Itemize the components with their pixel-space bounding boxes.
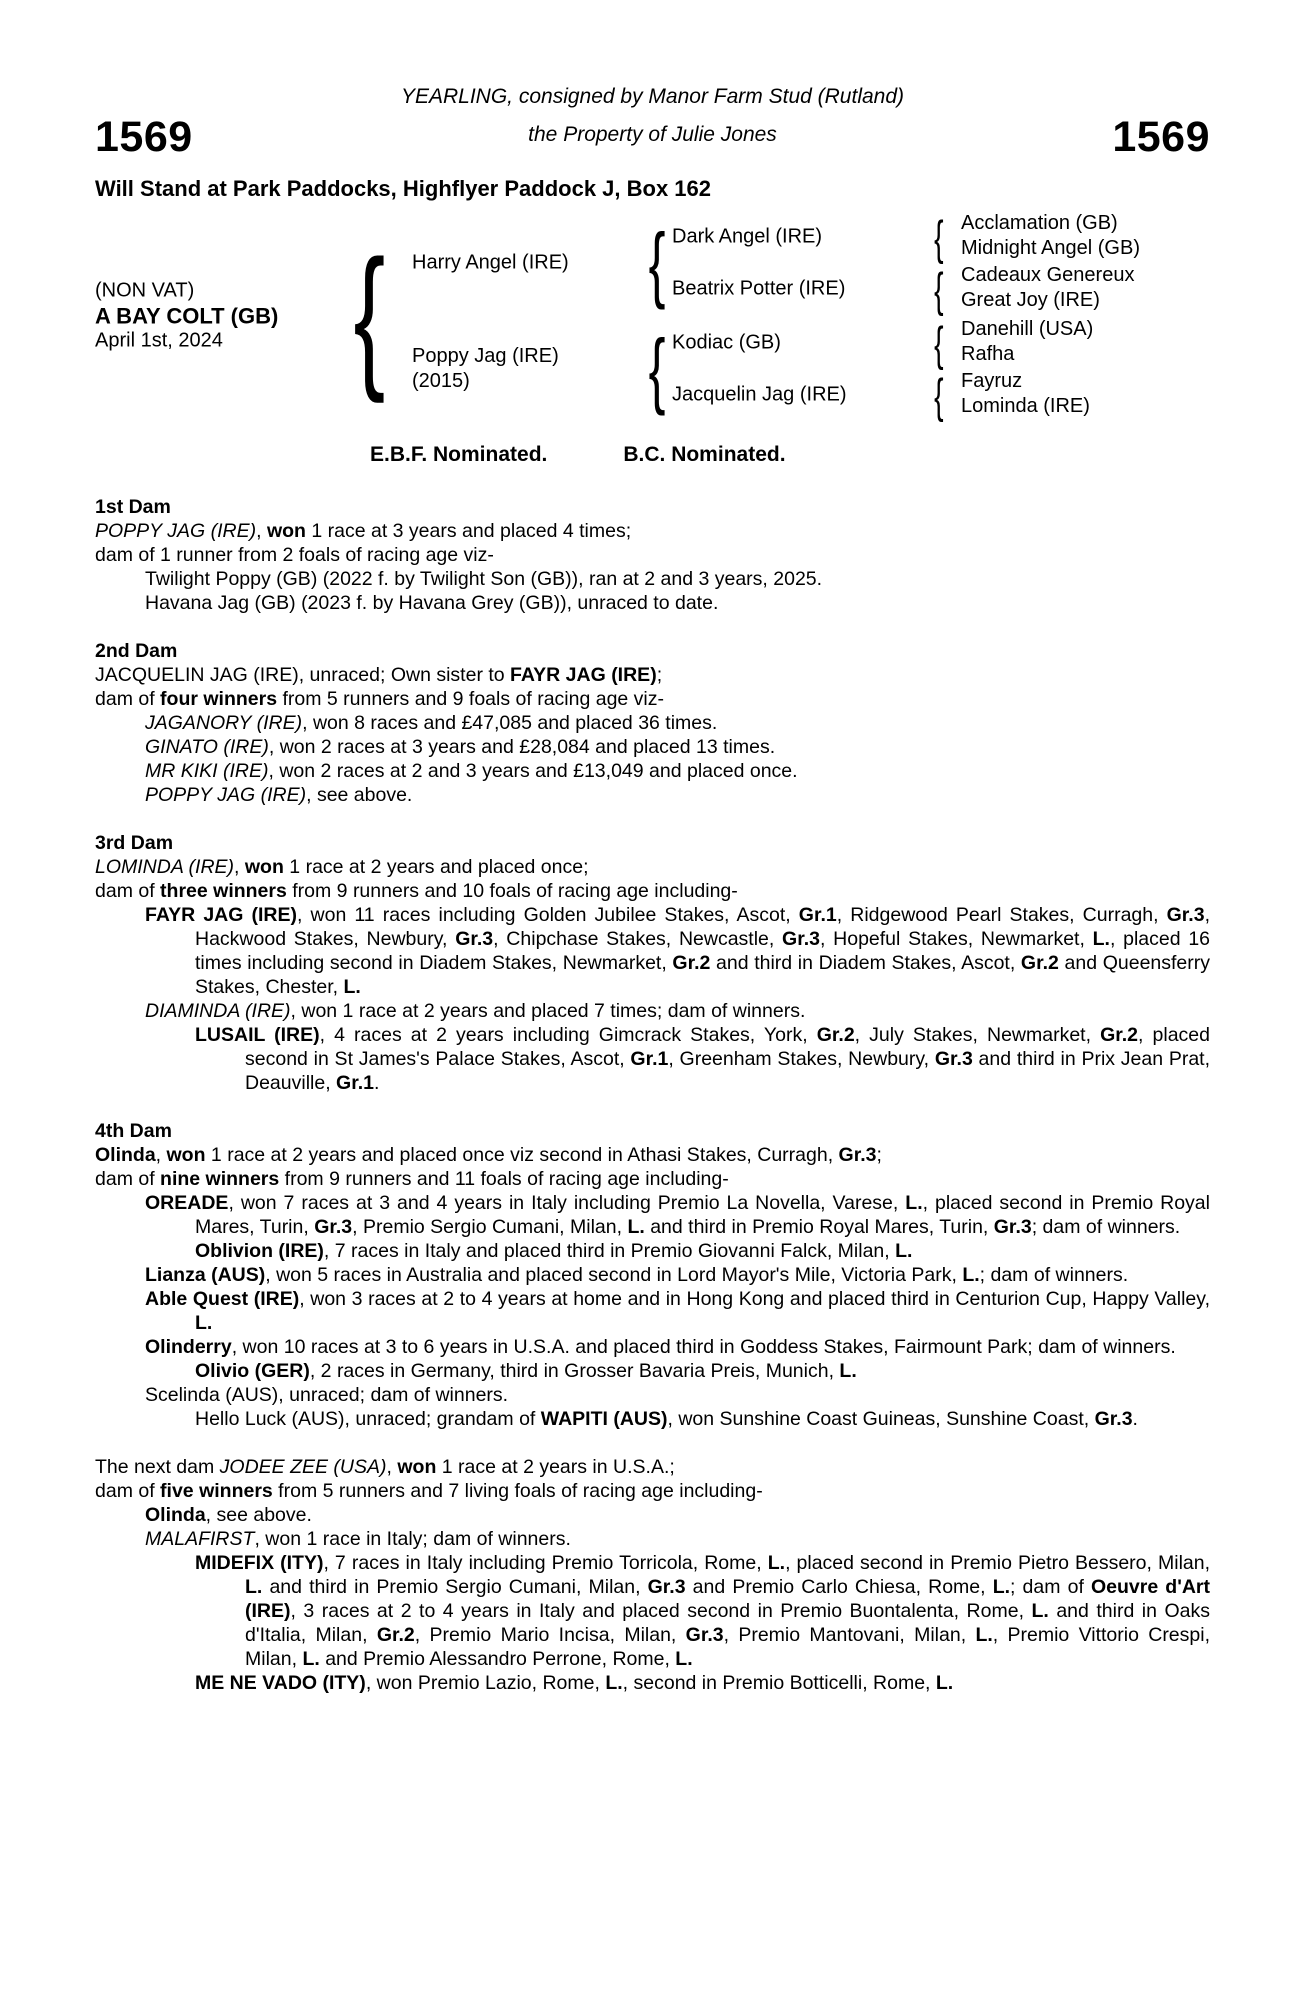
- foaling-date: April 1st, 2024: [95, 329, 223, 352]
- gen4-pair-3: [961, 317, 1093, 367]
- pedigree-brace-sire-parents: {: [648, 216, 666, 310]
- catalog-paragraph: JAGANORY (IRE), won 8 races and £47,085 and placed 36 times.: [145, 712, 718, 734]
- catalog-sections: [95, 495, 1210, 1695]
- subject-name: A BAY COLT (GB): [95, 303, 279, 329]
- catalog-paragraph: POPPY JAG (IRE), see above.: [145, 784, 413, 806]
- catalog-paragraph: Scelinda (AUS), unraced; dam of winners.: [145, 1384, 509, 1406]
- dam-year: (2015): [412, 370, 470, 392]
- consignment-line: YEARLING, consigned by Manor Farm Stud (Rutland): [400, 85, 905, 108]
- gen4-name: Midnight Angel (GB): [961, 237, 1140, 259]
- catalog-paragraph: Able Quest (IRE), won 3 races at 2 to 4 years at home and in Hong Kong and placed third in Centurion Cup, Happy Valley, L.: [145, 1288, 1210, 1334]
- catalog-paragraph: Olinda, won 1 race at 2 years and placed once viz second in Athasi Stakes, Curragh, Gr.3;: [95, 1144, 882, 1166]
- catalog-paragraph: JACQUELIN JAG (IRE), unraced; Own sister to FAYR JAG (IRE);: [95, 664, 663, 686]
- catalog-paragraph: OREADE, won 7 races at 3 and 4 years in Italy including Premio La Novella, Varese, L., placed second in Premio Royal Mares, Turin, Gr.3, Premio Sergio Cumani, Milan, L. and third in Premio Royal Mares, Turin, Gr.3; dam of winners.: [145, 1192, 1210, 1238]
- gen3-dam-dam: Jacquelin Jag (IRE): [672, 383, 847, 406]
- pedigree-brace-gen4-2: {: [934, 262, 944, 316]
- catalog-paragraph: dam of three winners from 9 runners and 10 foals of racing age including-: [95, 880, 738, 902]
- pedigree-brace-dam-parents: {: [648, 322, 666, 416]
- catalog-paragraph: Lianza (AUS), won 5 races in Australia and placed second in Lord Mayor's Mile, Victoria Park, L.; dam of winners.: [145, 1264, 1129, 1286]
- pedigree-tree: [95, 210, 1210, 422]
- gen4-pair-2: [961, 263, 1134, 313]
- catalog-section: [95, 831, 1210, 1095]
- catalog-paragraph: LOMINDA (IRE), won 1 race at 2 years and placed once;: [95, 856, 589, 878]
- pedigree-brace-gen2: {: [353, 228, 385, 404]
- gen4-name: Lominda (IRE): [961, 395, 1090, 417]
- section-heading: 1st Dam: [95, 496, 171, 518]
- vat-status: (NON VAT): [95, 279, 195, 302]
- catalog-section: [95, 1119, 1210, 1431]
- stand-location-line: Will Stand at Park Paddocks, Highflyer Paddock J, Box 162: [95, 176, 711, 201]
- catalog-paragraph: Olinderry, won 10 races at 3 to 6 years in U.S.A. and placed third in Goddess Stakes, Fairmount Park; dam of winners.: [145, 1336, 1176, 1358]
- section-heading: 2nd Dam: [95, 640, 178, 662]
- subject-block: [95, 279, 278, 354]
- catalog-paragraph: Olinda, see above.: [145, 1504, 312, 1526]
- lot-number-right: 1569: [1112, 113, 1210, 161]
- catalog-paragraph: ME NE VADO (ITY), won Premio Lazio, Rome, L., second in Premio Botticelli, Rome, L.: [195, 1672, 954, 1694]
- catalog-paragraph: GINATO (IRE), won 2 races at 3 years and £28,084 and placed 13 times.: [145, 736, 776, 758]
- catalog-paragraph: POPPY JAG (IRE), won 1 race at 3 years and placed 4 times;: [95, 520, 632, 542]
- gen4-name: Danehill (USA): [961, 318, 1094, 340]
- catalog-section: [95, 495, 1210, 615]
- gen3-sire-sire: Dark Angel (IRE): [672, 225, 823, 248]
- property-line: the Property of Julie Jones: [528, 123, 777, 146]
- catalog-paragraph: Oblivion (IRE), 7 races in Italy and placed third in Premio Giovanni Falck, Milan, L.: [195, 1240, 913, 1262]
- dam-name: Poppy Jag (IRE): [412, 345, 559, 367]
- catalog-paragraph: Olivio (GER), 2 races in Germany, third in Grosser Bavaria Preis, Munich, L.: [195, 1360, 857, 1382]
- gen3-sire-dam: Beatrix Potter (IRE): [672, 277, 846, 300]
- catalog-paragraph: LUSAIL (IRE), 4 races at 2 years including Gimcrack Stakes, York, Gr.2, July Stakes, Newmarket, Gr.2, placed second in St James's Palace Stakes, Ascot, Gr.1, Greenham Stakes, Newbury, Gr.3 and third in Prix Jean Prat, Deauville, Gr.1.: [195, 1024, 1211, 1094]
- pedigree-brace-gen4-3: {: [934, 316, 944, 370]
- gen4-name: Fayruz: [961, 370, 1023, 392]
- catalog-paragraph: Twilight Poppy (GB) (2022 f. by Twilight Son (GB)), ran at 2 and 3 years, 2025.: [145, 568, 823, 590]
- section-heading: 3rd Dam: [95, 832, 174, 854]
- catalog-paragraph: dam of five winners from 5 runners and 7 living foals of racing age including-: [95, 1480, 763, 1502]
- pedigree-brace-gen4-4: {: [934, 368, 944, 422]
- lot-row: [95, 113, 1210, 161]
- lot-number-left: 1569: [95, 113, 193, 161]
- dam-block: [412, 344, 559, 394]
- pedigree-brace-gen4-1: {: [934, 210, 944, 264]
- catalog-paragraph: The next dam JODEE ZEE (USA), won 1 race at 2 years in U.S.A.;: [95, 1456, 675, 1478]
- bc-nominated-label: B.C. Nominated.: [623, 443, 786, 466]
- gen4-pair-1: [961, 211, 1140, 261]
- catalog-paragraph: MIDEFIX (ITY), 7 races in Italy including Premio Torricola, Rome, L., placed second in Premio Pietro Bessero, Milan, L. and third in Premio Sergio Cumani, Milan, Gr.3 and Premio Carlo Chiesa, Rome, L.; dam of Oeuvre d'Art (IRE), 3 races at 2 to 4 years in Italy and placed second in Premio Buontalenta, Rome, L. and third in Oaks d'Italia, Milan, Gr.2, Premio Mario Incisa, Milan, Gr.3, Premio Mantovani, Milan, L., Premio Vittorio Crespi, Milan, L. and Premio Alessandro Perrone, Rome, L.: [195, 1552, 1211, 1670]
- gen4-pair-4: [961, 369, 1090, 419]
- gen3-dam-sire: Kodiac (GB): [672, 331, 781, 354]
- catalog-paragraph: dam of nine winners from 9 runners and 11 foals of racing age including-: [95, 1168, 729, 1190]
- catalog-paragraph: MALAFIRST, won 1 race in Italy; dam of winners.: [145, 1528, 571, 1550]
- catalog-paragraph: FAYR JAG (IRE), won 11 races including Golden Jubilee Stakes, Ascot, Gr.1, Ridgewood Pearl Stakes, Curragh, Gr.3, Hackwood Stakes, Newbury, Gr.3, Chipchase Stakes, Newcastle, Gr.3, Hopeful Stakes, Newmarket, L., placed 16 times including second in Diadem Stakes, Newmarket, Gr.2 and third in Diadem Stakes, Ascot, Gr.2 and Queensferry Stakes, Chester, L.: [145, 904, 1211, 998]
- catalog-paragraph: DIAMINDA (IRE), won 1 race at 2 years and placed 7 times; dam of winners.: [145, 1000, 806, 1022]
- sire-name: Harry Angel (IRE): [412, 251, 569, 274]
- section-heading: 4th Dam: [95, 1120, 172, 1142]
- catalog-paragraph: Hello Luck (AUS), unraced; grandam of WAPITI (AUS), won Sunshine Coast Guineas, Sunshine Coast, Gr.3.: [195, 1408, 1138, 1430]
- gen4-name: Great Joy (IRE): [961, 289, 1100, 311]
- catalog-paragraph: dam of four winners from 5 runners and 9 foals of racing age viz-: [95, 688, 665, 710]
- catalog-section: [95, 639, 1210, 807]
- gen4-name: Acclamation (GB): [961, 212, 1118, 234]
- gen4-name: Rafha: [961, 343, 1015, 365]
- ebf-nominated-label: E.B.F. Nominated.: [370, 443, 548, 466]
- catalog-section: [95, 1455, 1210, 1695]
- gen4-name: Cadeaux Genereux: [961, 264, 1135, 286]
- nominations-row: [95, 443, 1210, 467]
- catalog-paragraph: MR KIKI (IRE), won 2 races at 2 and 3 years and £13,049 and placed once.: [145, 760, 798, 782]
- catalog-paragraph: Havana Jag (GB) (2023 f. by Havana Grey (GB)), unraced to date.: [145, 592, 719, 614]
- catalog-paragraph: dam of 1 runner from 2 foals of racing age viz-: [95, 544, 494, 566]
